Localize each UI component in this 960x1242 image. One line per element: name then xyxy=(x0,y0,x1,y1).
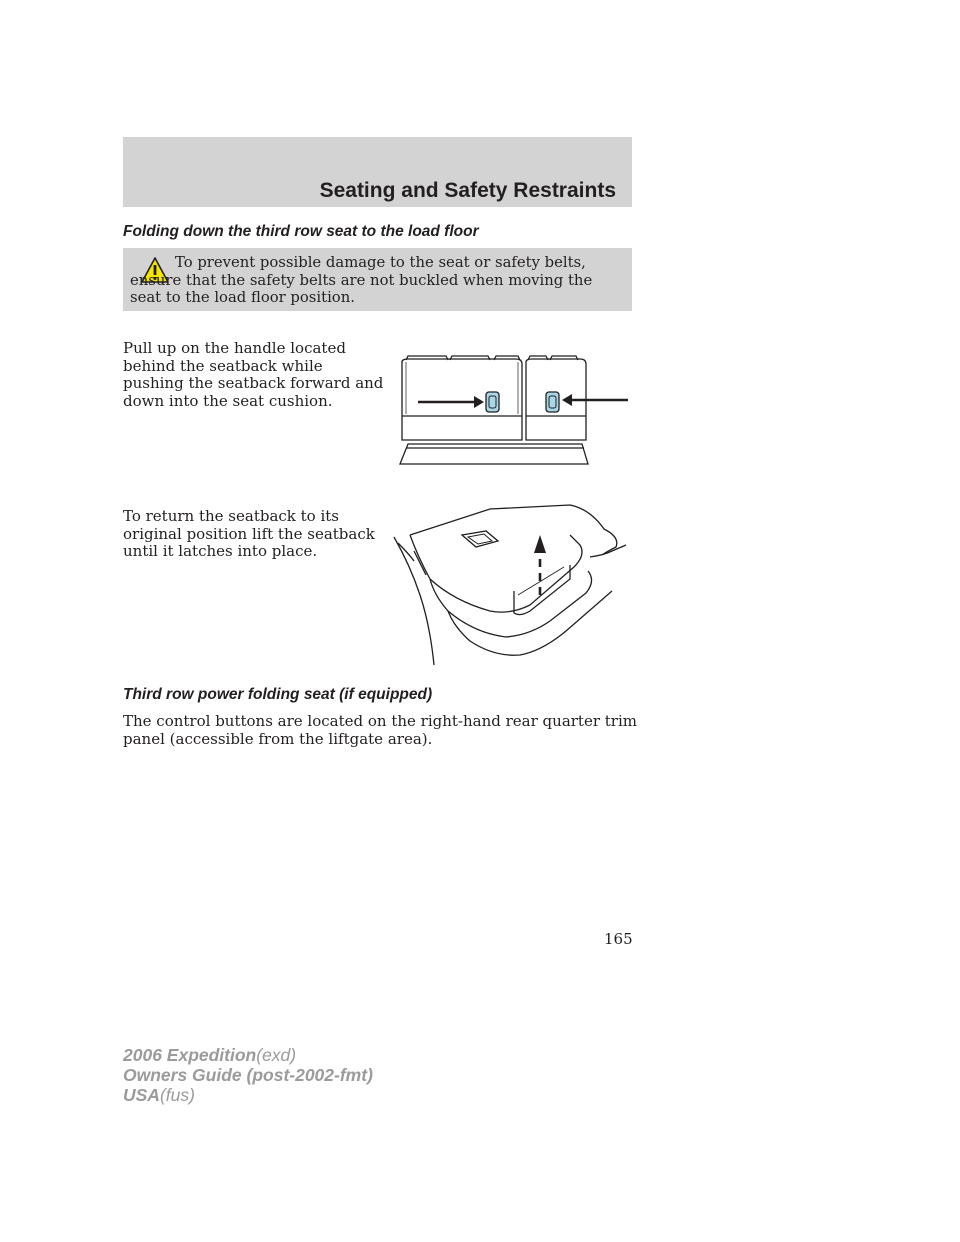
seatback-handles-illustration xyxy=(388,352,632,468)
right-seat-handle xyxy=(546,392,559,412)
footer xyxy=(123,1045,373,1105)
paragraph-return-seatback: To return the seatback to its original position lift the seatback until it latches into place. xyxy=(123,507,375,561)
footer-guide: Owners Guide (post-2002-fmt) xyxy=(123,1065,373,1085)
paragraph-control-buttons: The control buttons are located on the right-hand rear quarter trim panel (accessible from the liftgate area). xyxy=(123,712,637,748)
warning-box xyxy=(123,248,632,311)
footer-market-code: (fus) xyxy=(159,1085,195,1105)
seatback-lift-illustration xyxy=(390,495,632,667)
left-seat-handle xyxy=(486,392,499,412)
warning-text: To prevent possible damage to the seat or safety belts, ensure that the safety belts are not buckled when moving the seat to the load floor position. xyxy=(130,254,593,306)
section-heading-folding: Folding down the third row seat to the load floor xyxy=(123,223,479,240)
footer-market: USA xyxy=(123,1085,160,1105)
page-title: Seating and Safety Restraints xyxy=(319,179,616,202)
header-band xyxy=(123,137,632,207)
page-number: 165 xyxy=(604,930,633,948)
paragraph-pull-handle: Pull up on the handle located behind the seatback while pushing the seatback forward and down into the seat cushion. xyxy=(123,339,384,410)
footer-model: 2006 Expedition xyxy=(123,1045,257,1065)
section-heading-power-folding: Third row power folding seat (if equipped) xyxy=(123,686,433,703)
footer-model-code: (exd) xyxy=(256,1045,297,1065)
